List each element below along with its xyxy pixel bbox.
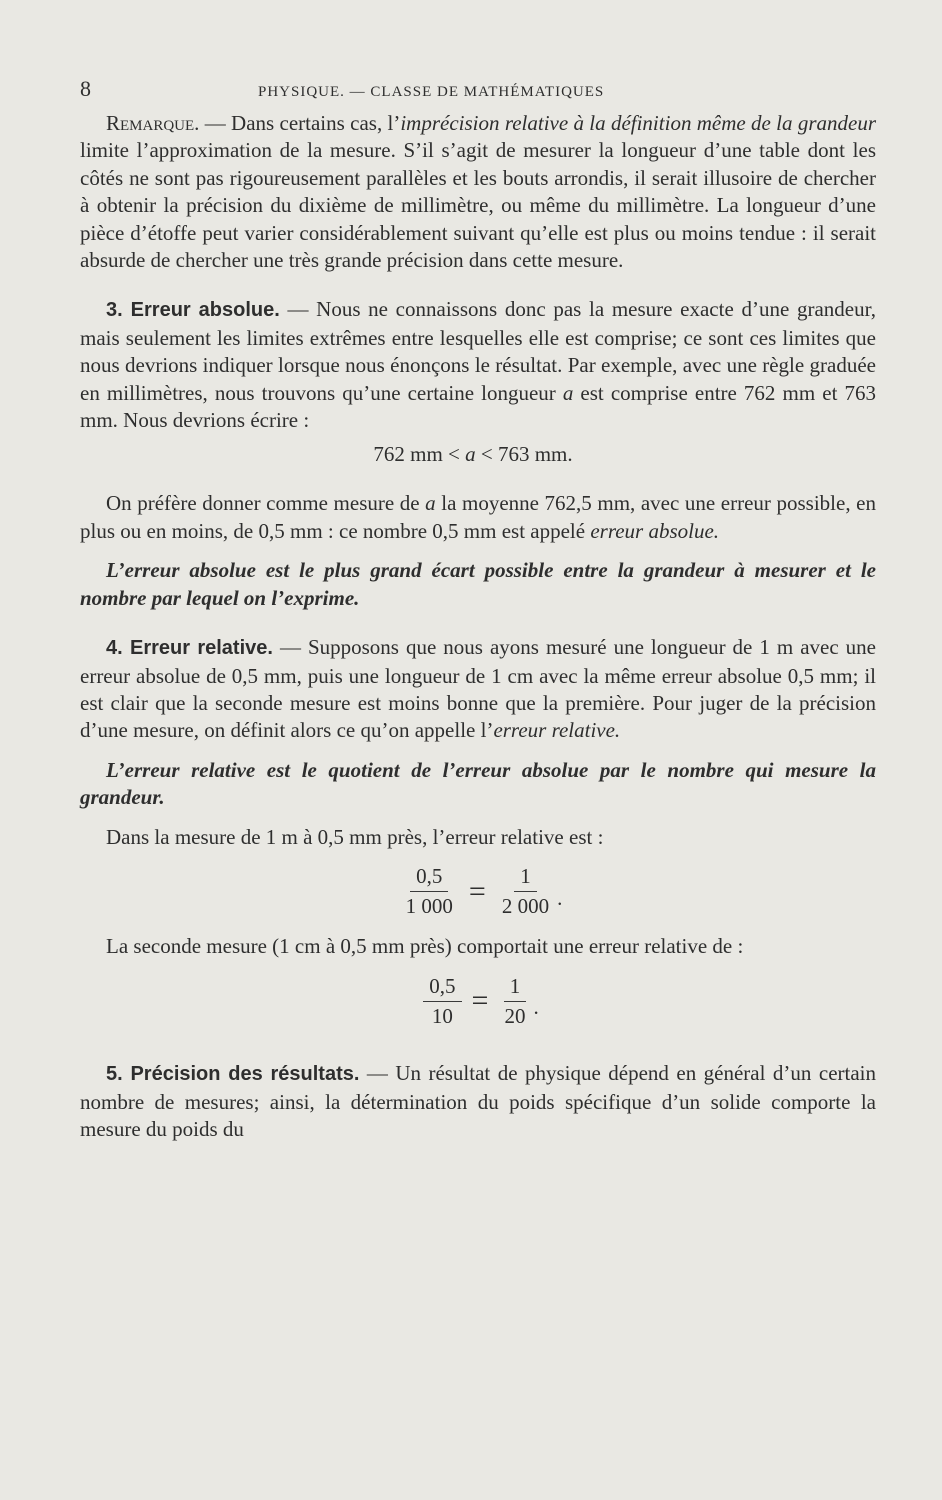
section-5-paragraph	[80, 1060, 876, 1143]
period: .	[533, 995, 539, 1020]
example-2-intro: La seconde mesure (1 cm à 0,5 mm près) comportait une erreur relative de :	[106, 933, 744, 958]
numerator: 1	[504, 974, 527, 1002]
remarque-label: Remarque.	[106, 111, 200, 135]
section-3-var-a: a	[562, 380, 574, 405]
section-3-paragraph-2	[80, 490, 876, 545]
denominator: 1 000	[405, 894, 453, 919]
section-4-paragraph	[80, 634, 876, 745]
denominator: 20	[504, 1003, 526, 1028]
numerator: 0,5	[423, 974, 461, 1002]
equation-left: 762 mm <	[373, 442, 466, 467]
equation-right: < 763 mm.	[475, 442, 573, 467]
fraction-equation-2	[80, 960, 876, 1042]
fraction-equation-1	[80, 851, 876, 933]
equals-sign: =	[471, 984, 489, 1018]
example-1-intro: Dans la mesure de 1 m à 0,5 mm près, l’erreur relative est :	[106, 824, 604, 849]
section-3-paragraph	[80, 296, 876, 434]
para2-italic: erreur absolue.	[590, 518, 720, 543]
section-4-heading: 4. Erreur relative.	[106, 637, 273, 660]
section-5-text: — Un résultat de physique dépend en général d’un certain nombre de mesures; ainsi, la détermination du poids spécifique d’un solide comporte la mesure du poids du	[80, 1061, 876, 1142]
para2-var: a	[425, 491, 436, 516]
remarque-paragraph	[80, 110, 876, 274]
denominator: 2 000	[501, 894, 550, 919]
fraction-right-2	[498, 974, 531, 1029]
running-title: PHYSIQUE. — CLASSE DE MATHÉMATIQUES	[258, 84, 605, 100]
absolute-error-rule: L’erreur absolue est le plus grand écart possible entre la grandeur à mesurer et le nombre par lequel on l’exprime.	[80, 558, 876, 610]
period: .	[557, 885, 563, 910]
equation-var: a	[465, 442, 476, 467]
fraction-left-1	[400, 864, 459, 919]
section-4-text-a: — Supposons que nous ayons mesuré une longueur de 1 m avec une erreur absolue de 0,5 mm, puis une longueur de 1 cm avec la même erreur absolue 0,5 mm; il est clair que la seconde mesure est moins bonne que la première. Pour juger de la précision d’une mesure, on définit alors ce qu’on appelle l’	[80, 635, 876, 743]
numerator: 0,5	[410, 864, 448, 892]
page-number: 8	[80, 76, 91, 101]
section-3-text-a: — Nous ne connaissons donc pas la mesure exacte d’une grandeur, mais seulement les limites extrêmes entre lesquelles elle est comprise; ce sont ces limites que nous devrions indiquer lorsque nous énonçons le résultat. Par exemple, avec une règle graduée en millimètres, nous trouvons qu’une certaine longueur	[80, 297, 876, 405]
remarque-dash: — Dans certains cas, l’	[199, 111, 401, 135]
para2-text-b: la moyenne 762,5 mm, avec une erreur possible, en plus ou en moins, de 0,5 mm : ce nombre 0,5 mm est appelé	[80, 491, 876, 543]
remarque-text: limite l’approximation de la mesure. S’il s’agit de mesurer la longueur d’une table dont les côtés ne sont pas rigoureusement parallèles et les bouts arrondis, il serait illusoire de chercher à obtenir la précision du dixième de millimètre, ou même du millimètre. La longueur d’une pièce d’étoffe peut varier considérablement suivant qu’elle est plus ou moins tendue : il serait absurde de chercher une très grande précision dans cette mesure.	[80, 138, 876, 273]
remarque-italic: imprécision relative à la définition même de la grandeur	[400, 111, 876, 135]
denominator: 10	[431, 1003, 453, 1028]
inequality-equation	[70, 434, 876, 490]
para2-text-a: On préfère donner comme mesure de	[106, 491, 426, 516]
fraction-left-2	[423, 974, 461, 1029]
section-3-text-b: est comprise entre 762 mm et 763 mm. Nous devrions écrire :	[80, 380, 876, 433]
page-header	[80, 76, 876, 110]
section-3-heading: 3. Erreur absolue.	[106, 299, 280, 322]
section-5-heading: 5. Précision des résultats.	[106, 1063, 360, 1086]
numerator: 1	[514, 864, 537, 892]
equals-sign: =	[468, 874, 486, 908]
section-4-italic: erreur relative.	[493, 718, 621, 743]
relative-error-rule: L’erreur relative est le quotient de l’erreur absolue par le nombre qui mesure la grandeur.	[80, 757, 876, 810]
fraction-right-1	[496, 864, 555, 919]
